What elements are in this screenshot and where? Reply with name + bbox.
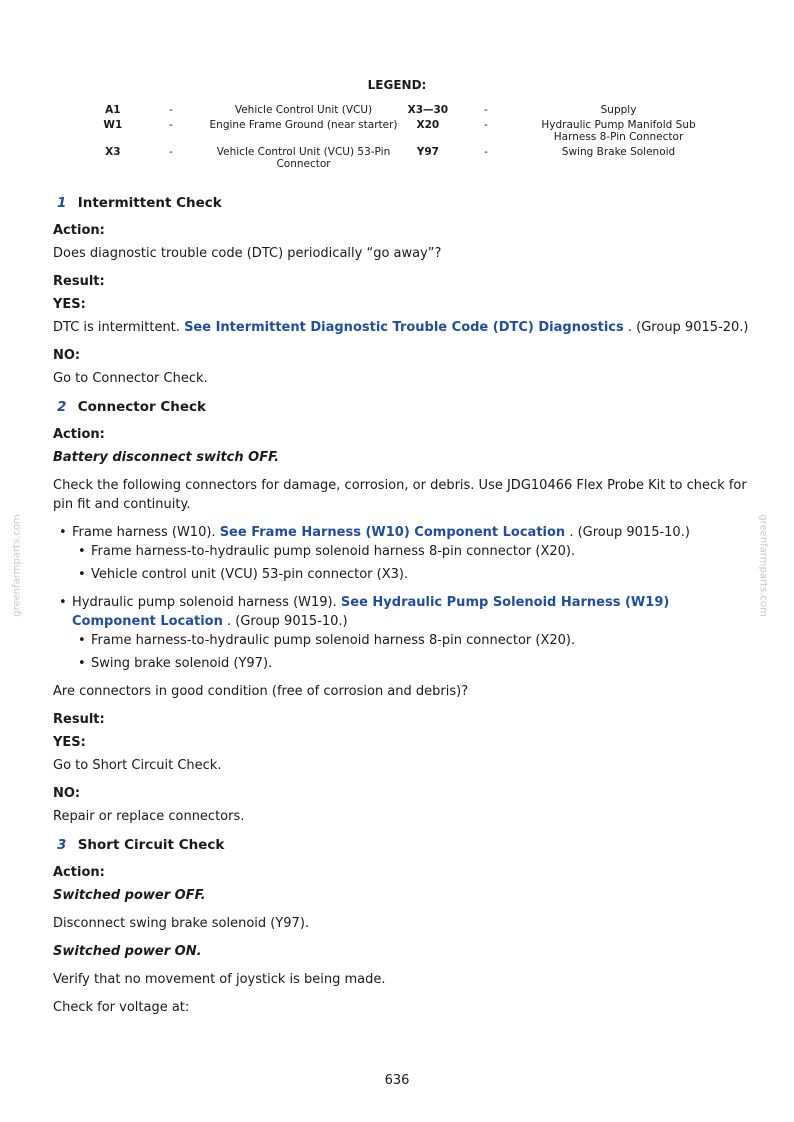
yes-label: YES:	[53, 297, 86, 312]
watermark-right: greenfarmparts.com	[757, 514, 769, 617]
list-item	[53, 593, 753, 673]
action-question: Does diagnostic trouble code (DTC) periodically “go away”?	[53, 246, 442, 261]
no-text: Repair or replace connectors.	[53, 809, 245, 824]
legend-dash: -	[168, 146, 173, 158]
list-item	[53, 523, 753, 584]
intermittent-dtc-diagnostics-link[interactable]: See Intermittent Diagnostic Trouble Code (DTC) Diagnostics	[184, 320, 624, 335]
instruction-text: Check for voltage at:	[53, 1000, 190, 1015]
sub-list-item: • Frame harness-to-hydraulic pump solenoid harness 8-pin connector (X20).	[72, 542, 753, 561]
no-label: NO:	[53, 348, 81, 363]
watermark-left: greenfarmparts.com	[11, 514, 23, 617]
result-label: Result:	[53, 274, 105, 289]
action-question: Are connectors in good condition (free of corrosion and debris)?	[53, 684, 469, 699]
legend-code: A1	[105, 104, 121, 116]
legend-title: LEGEND:	[367, 78, 427, 92]
instruction-text: Disconnect swing brake solenoid (Y97).	[53, 916, 310, 931]
list-item-group: . (Group 9015-10.)	[569, 525, 690, 540]
sub-list-item: • Frame harness-to-hydraulic pump solenoid harness 8-pin connector (X20).	[72, 631, 753, 650]
sub-list-item: • Swing brake solenoid (Y97).	[72, 654, 753, 673]
legend-row	[88, 146, 718, 173]
legend-code: Y97	[416, 146, 439, 158]
legend-description: Supply	[600, 104, 637, 116]
legend-row	[88, 119, 718, 146]
step-heading	[53, 835, 753, 855]
condition-text: Battery disconnect switch OFF.	[53, 450, 280, 465]
yes-text: Go to Short Circuit Check.	[53, 758, 222, 773]
no-label: NO:	[53, 786, 81, 801]
legend-description: Swing Brake Solenoid	[561, 146, 676, 158]
list-item-text: Hydraulic pump solenoid harness (W19).	[72, 595, 337, 610]
step-heading	[53, 193, 753, 213]
legend-code: X3	[105, 146, 121, 158]
legend-dash: -	[168, 104, 173, 116]
legend-code: X3—30	[407, 104, 449, 116]
step-heading	[53, 397, 753, 417]
legend-row	[88, 104, 718, 119]
step-title: Connector Check	[77, 399, 207, 415]
step-number: 2	[57, 399, 67, 415]
yes-text-group: . (Group 9015-20.)	[627, 320, 749, 335]
connector-list	[53, 523, 753, 673]
instruction-text: Check the following connectors for damage, corrosion, or debris. Use JDG10466 Flex Probe Kit to check for pin fit and continuity.	[53, 478, 747, 512]
list-item-group: . (Group 9015-10.)	[227, 614, 348, 629]
step-number: 3	[57, 837, 67, 853]
legend-description: Vehicle Control Unit (VCU) 53-Pin Connector	[216, 146, 391, 170]
instruction-text: Verify that no movement of joystick is being made.	[53, 972, 386, 987]
legend-table	[88, 104, 718, 173]
sub-list-item: • Vehicle control unit (VCU) 53-pin connector (X3).	[72, 565, 753, 584]
step-title: Short Circuit Check	[77, 837, 225, 853]
yes-text	[53, 318, 753, 337]
no-text: Go to Connector Check.	[53, 371, 208, 386]
legend-description: Vehicle Control Unit (VCU)	[234, 104, 373, 116]
step-title: Intermittent Check	[77, 195, 222, 211]
sub-list	[72, 631, 753, 673]
sub-list	[72, 542, 753, 584]
legend-dash: -	[168, 119, 173, 131]
condition-text: Switched power OFF.	[53, 888, 206, 903]
yes-label: YES:	[53, 735, 86, 750]
legend-code: W1	[103, 119, 123, 131]
step-number: 1	[57, 195, 67, 211]
action-label: Action:	[53, 427, 105, 442]
legend-dash: -	[483, 146, 488, 158]
condition-text: Switched power ON.	[53, 944, 202, 959]
legend-dash: -	[483, 104, 488, 116]
list-item-text: Frame harness (W10).	[72, 525, 216, 540]
result-label: Result:	[53, 712, 105, 727]
action-label: Action:	[53, 865, 105, 880]
action-label: Action:	[53, 223, 105, 238]
page-number: 636	[384, 1073, 410, 1088]
yes-text-lead: DTC is intermittent.	[53, 320, 180, 335]
document-body	[53, 193, 753, 1026]
legend-description: Hydraulic Pump Manifold Sub Harness 8-Pin Connector	[541, 119, 696, 143]
legend-code: X20	[416, 119, 440, 131]
frame-harness-location-link[interactable]: See Frame Harness (W10) Component Location	[219, 525, 566, 540]
pump-solenoid-harness-location-link[interactable]: See Hydraulic Pump Solenoid Harness (W19) Component Location	[72, 595, 670, 629]
legend-dash: -	[483, 119, 488, 131]
legend-description: Engine Frame Ground (near starter)	[209, 119, 398, 131]
